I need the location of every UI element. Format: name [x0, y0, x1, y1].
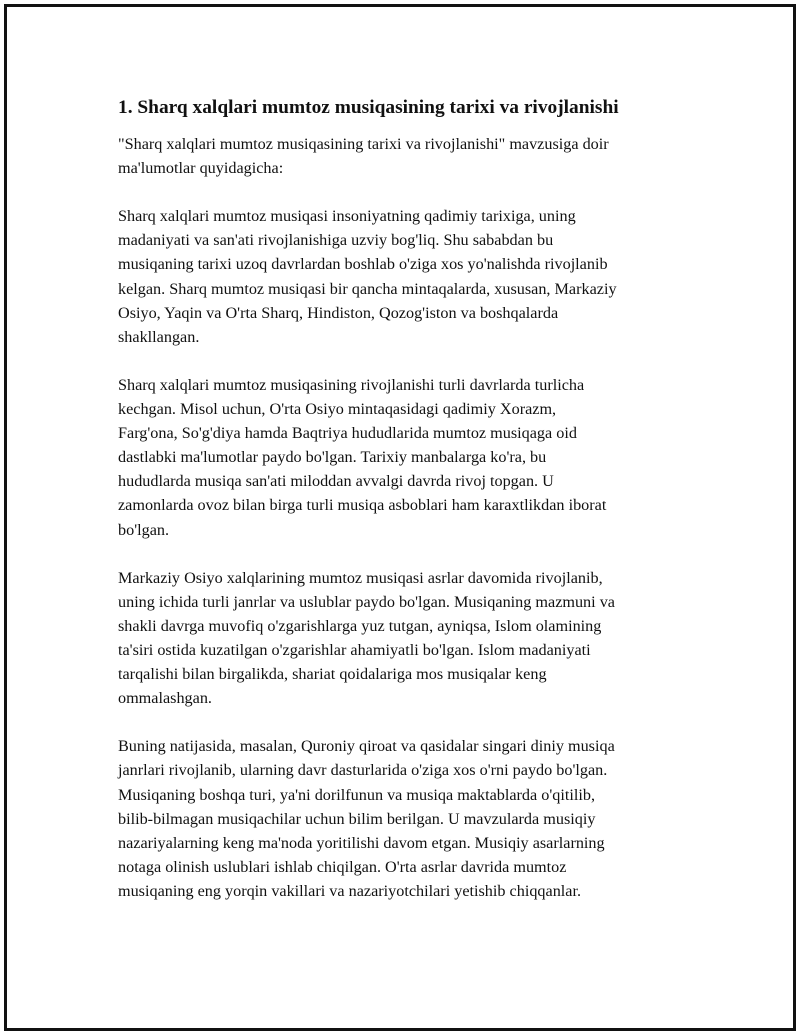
text-line: dastlabki ma'lumotlar paydo bo'lgan. Tarixiy manbalarga ko'ra, bu — [118, 448, 547, 467]
text-line: bilib-bilmagan musiqachilar uchun bilim berilgan. U mavzularda musiqiy — [118, 809, 596, 828]
paragraph-spacer — [118, 710, 698, 734]
text-line: shakli davrga muvofiq o'zgarishlarga yuz tutgan, ayniqsa, Islom olamining — [118, 616, 602, 635]
text-line: musiqaning eng yorqin vakillari va nazariyotchilari yetishib chiqqanlar. — [118, 881, 582, 900]
paragraph-intro — [118, 132, 698, 180]
paragraph-spacer — [118, 349, 698, 373]
document-body — [118, 96, 698, 903]
paragraph-central-asia — [118, 566, 698, 711]
text-line: kechgan. Misol uchun, O'rta Osiyo mintaqasidagi qadimiy Xorazm, — [118, 400, 557, 419]
text-line: shakllangan. — [118, 327, 200, 346]
paragraph-origins — [118, 204, 698, 349]
paragraph-development — [118, 373, 698, 542]
text-line: zamonlarda ovoz bilan birga turli musiqa asboblari ham karaxtlikdan iborat — [118, 496, 607, 515]
text-line: "Sharq xalqlari mumtoz musiqasining tarixi va rivojlanishi" mavzusiga doir — [118, 135, 609, 153]
text-line: bo'lgan. — [118, 520, 170, 539]
text-line: Markaziy Osiyo xalqlarining mumtoz musiqasi asrlar davomida rivojlanib, — [118, 568, 603, 587]
text-line: kelgan. Sharq mumtoz musiqasi bir qancha mintaqalarda, xususan, Markaziy — [118, 279, 617, 298]
text-line: Musiqaning boshqa turi, ya'ni dorilfunun va musiqa maktablarda o'qitilib, — [118, 785, 595, 804]
paragraph-spacer — [118, 542, 698, 566]
text-line: hududlarda musiqa san'ati miloddan avvalgi davrda rivoj topgan. U — [118, 472, 554, 491]
text-line: Osiyo, Yaqin va O'rta Sharq, Hindiston, Qozog'iston va boshqalarda — [118, 303, 559, 322]
text-line: ommalashgan. — [118, 689, 212, 708]
text-line: ma'lumotlar quyidagicha: — [118, 159, 284, 178]
paragraph-results — [118, 734, 698, 903]
text-line: madaniyati va san'ati rivojlanishiga uzviy bog'liq. Shu sababdan bu — [118, 231, 554, 250]
text-line: Farg'ona, So'g'diya hamda Baqtriya hududlarida mumtoz musiqaga oid — [118, 424, 577, 443]
text-line: ta'siri ostida kuzatilgan o'zgarishlar ahamiyatli bo'lgan. Islom madaniyati — [118, 640, 591, 659]
document-title: 1. Sharq xalqlari mumtoz musiqasining tarixi va rivojlanishi — [118, 97, 619, 118]
text-line: Sharq xalqlari mumtoz musiqasining rivojlanishi turli davrlarda turlicha — [118, 375, 585, 394]
text-line: uning ichida turli janrlar va uslublar paydo bo'lgan. Musiqaning mazmuni va — [118, 592, 615, 611]
text-line: tarqalishi bilan birgalikda, shariat qoidalariga mos musiqalar keng — [118, 665, 547, 684]
text-line: Buning natijasida, masalan, Quroniy qiroat va qasidalar singari diniy musiqa — [118, 737, 615, 756]
paragraph-spacer — [118, 180, 698, 204]
text-line: janrlari rivojlanib, ularning davr dasturlarida o'ziga xos o'rni paydo bo'lgan. — [118, 761, 608, 780]
text-line: musiqaning tarixi uzoq davrlardan boshlab o'ziga xos yo'nalishda rivojlanib — [118, 255, 608, 274]
text-line: Sharq xalqlari mumtoz musiqasi insoniyatning qadimiy tarixiga, uning — [118, 207, 576, 226]
text-line: notaga olinish uslublari ishlab chiqilgan. O'rta asrlar davrida mumtoz — [118, 857, 567, 876]
text-line: nazariyalarning keng ma'noda yoritilishi davom etgan. Musiqiy asarlarning — [118, 833, 605, 852]
